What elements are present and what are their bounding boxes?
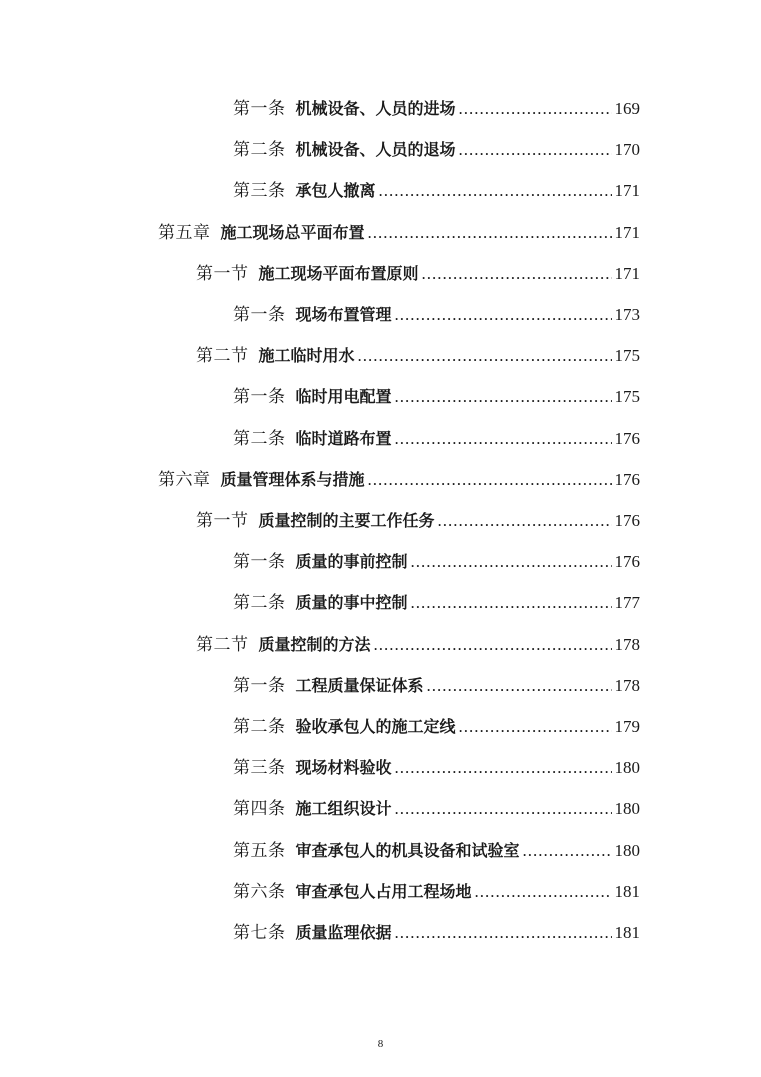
toc-entry-page: 176	[614, 470, 640, 489]
toc-entry[interactable]	[196, 259, 640, 289]
toc-entry-page: 175	[614, 387, 640, 406]
toc-dot-leader	[459, 94, 612, 124]
toc-entry-prefix: 第一条	[233, 99, 286, 119]
toc-dot-leader	[368, 465, 612, 495]
toc-entry-title: 施工现场平面布置原则	[258, 264, 419, 283]
toc-dot-leader	[368, 218, 612, 248]
toc-entry-page: 178	[614, 635, 640, 654]
toc-entry-page: 179	[614, 717, 640, 736]
toc-entry-prefix: 第二条	[233, 717, 286, 737]
toc-entry-prefix: 第五章	[158, 223, 211, 243]
toc-entry[interactable]	[233, 94, 640, 124]
toc-entry-prefix: 第七条	[233, 923, 286, 943]
toc-entry[interactable]	[233, 382, 640, 412]
toc-entry-title: 验收承包人的施工定线	[295, 717, 456, 736]
toc-entry-page: 180	[614, 799, 640, 818]
toc-entry-page: 177	[614, 593, 640, 612]
toc-dot-leader	[379, 176, 612, 206]
toc-entry-prefix: 第一条	[233, 387, 286, 407]
toc-dot-leader	[395, 424, 612, 454]
toc-entry-page: 171	[614, 223, 640, 242]
toc-entry[interactable]	[233, 753, 640, 783]
toc-dot-leader	[459, 712, 612, 742]
toc-entry[interactable]	[196, 341, 640, 371]
toc-entry-prefix: 第三条	[233, 758, 286, 778]
toc-entry[interactable]	[233, 176, 640, 206]
toc-entry-prefix: 第六条	[233, 882, 286, 902]
toc-entry-prefix: 第一节	[196, 264, 249, 284]
toc-entry[interactable]	[233, 712, 640, 742]
toc-entry-page: 169	[614, 99, 640, 118]
toc-entry-prefix: 第一条	[233, 552, 286, 572]
toc-entry-title: 审查承包人的机具设备和试验室	[295, 841, 520, 860]
toc-dot-leader	[523, 836, 612, 866]
toc-entry-page: 173	[614, 305, 640, 324]
toc-entry-page: 171	[614, 181, 640, 200]
toc-entry[interactable]	[233, 877, 640, 907]
toc-dot-leader	[411, 547, 612, 577]
toc-entry-page: 180	[614, 841, 640, 860]
toc-dot-leader	[374, 630, 612, 660]
toc-entry-page: 180	[614, 758, 640, 777]
toc-dot-leader	[395, 300, 612, 330]
toc-dot-leader	[395, 753, 612, 783]
toc-entry-title: 机械设备、人员的进场	[295, 99, 456, 118]
toc-entry-prefix: 第一条	[233, 305, 286, 325]
toc-entry-prefix: 第四条	[233, 799, 286, 819]
toc-entry-title: 承包人撤离	[295, 181, 376, 200]
toc-dot-leader	[422, 259, 612, 289]
toc-entry-prefix: 第二条	[233, 593, 286, 613]
toc-entry-title: 工程质量保证体系	[295, 676, 424, 695]
toc-entry[interactable]	[233, 547, 640, 577]
toc-entry-title: 临时用电配置	[295, 387, 392, 406]
toc-dot-leader	[358, 341, 612, 371]
toc-entry-prefix: 第一条	[233, 676, 286, 696]
toc-dot-leader	[459, 135, 612, 165]
toc-entry-title: 质量控制的主要工作任务	[258, 511, 435, 530]
toc-entry-page: 176	[614, 511, 640, 530]
toc-dot-leader	[427, 671, 612, 701]
toc-entry-title: 质量的事前控制	[295, 552, 408, 571]
toc-entry[interactable]	[233, 794, 640, 824]
toc-entry-page: 178	[614, 676, 640, 695]
toc-entry[interactable]	[158, 218, 640, 248]
toc-entry-prefix: 第二条	[233, 140, 286, 160]
toc-entry-title: 机械设备、人员的退场	[295, 140, 456, 159]
toc-entry-prefix: 第一节	[196, 511, 249, 531]
toc-entry[interactable]	[233, 424, 640, 454]
toc-entry[interactable]	[196, 506, 640, 536]
toc-entry-page: 170	[614, 140, 640, 159]
toc-entry-prefix: 第二节	[196, 346, 249, 366]
toc-entry-page: 181	[614, 923, 640, 942]
toc-entry-title: 质量管理体系与措施	[220, 470, 365, 489]
toc-entry[interactable]	[158, 465, 640, 495]
toc-entry-title: 质量控制的方法	[258, 635, 371, 654]
toc-entry-prefix: 第三条	[233, 181, 286, 201]
toc-entry-prefix: 第二节	[196, 635, 249, 655]
toc-dot-leader	[395, 794, 612, 824]
toc-entry[interactable]	[233, 671, 640, 701]
toc-entry-title: 现场材料验收	[295, 758, 392, 777]
toc-dot-leader	[411, 588, 612, 618]
toc-entry[interactable]	[233, 135, 640, 165]
toc-entry-page: 171	[614, 264, 640, 283]
toc-entry-prefix: 第五条	[233, 841, 286, 861]
toc-entry-title: 施工组织设计	[295, 799, 392, 818]
toc-dot-leader	[438, 506, 612, 536]
toc-entry-title: 审查承包人占用工程场地	[295, 882, 472, 901]
toc-entry[interactable]	[196, 630, 640, 660]
toc-entry[interactable]	[233, 300, 640, 330]
toc-entry-title: 施工临时用水	[258, 346, 355, 365]
toc-dot-leader	[395, 918, 612, 948]
toc-entry-title: 质量的事中控制	[295, 593, 408, 612]
toc-entry-title: 施工现场总平面布置	[220, 223, 365, 242]
page-number: 8	[377, 1038, 384, 1050]
toc-entry-page: 181	[614, 882, 640, 901]
toc-entry[interactable]	[233, 836, 640, 866]
toc-entry-title: 质量监理依据	[295, 923, 392, 942]
toc-entry-page: 176	[614, 429, 640, 448]
toc-entry-page: 176	[614, 552, 640, 571]
toc-entry[interactable]	[233, 918, 640, 948]
toc-entry-title: 现场布置管理	[295, 305, 392, 324]
toc-dot-leader	[395, 382, 612, 412]
toc-entry-title: 临时道路布置	[295, 429, 392, 448]
toc-entry-prefix: 第六章	[158, 470, 211, 490]
toc-entry-page: 175	[614, 346, 640, 365]
toc-entry[interactable]	[233, 588, 640, 618]
toc-dot-leader	[475, 877, 612, 907]
toc-entry-prefix: 第二条	[233, 429, 286, 449]
